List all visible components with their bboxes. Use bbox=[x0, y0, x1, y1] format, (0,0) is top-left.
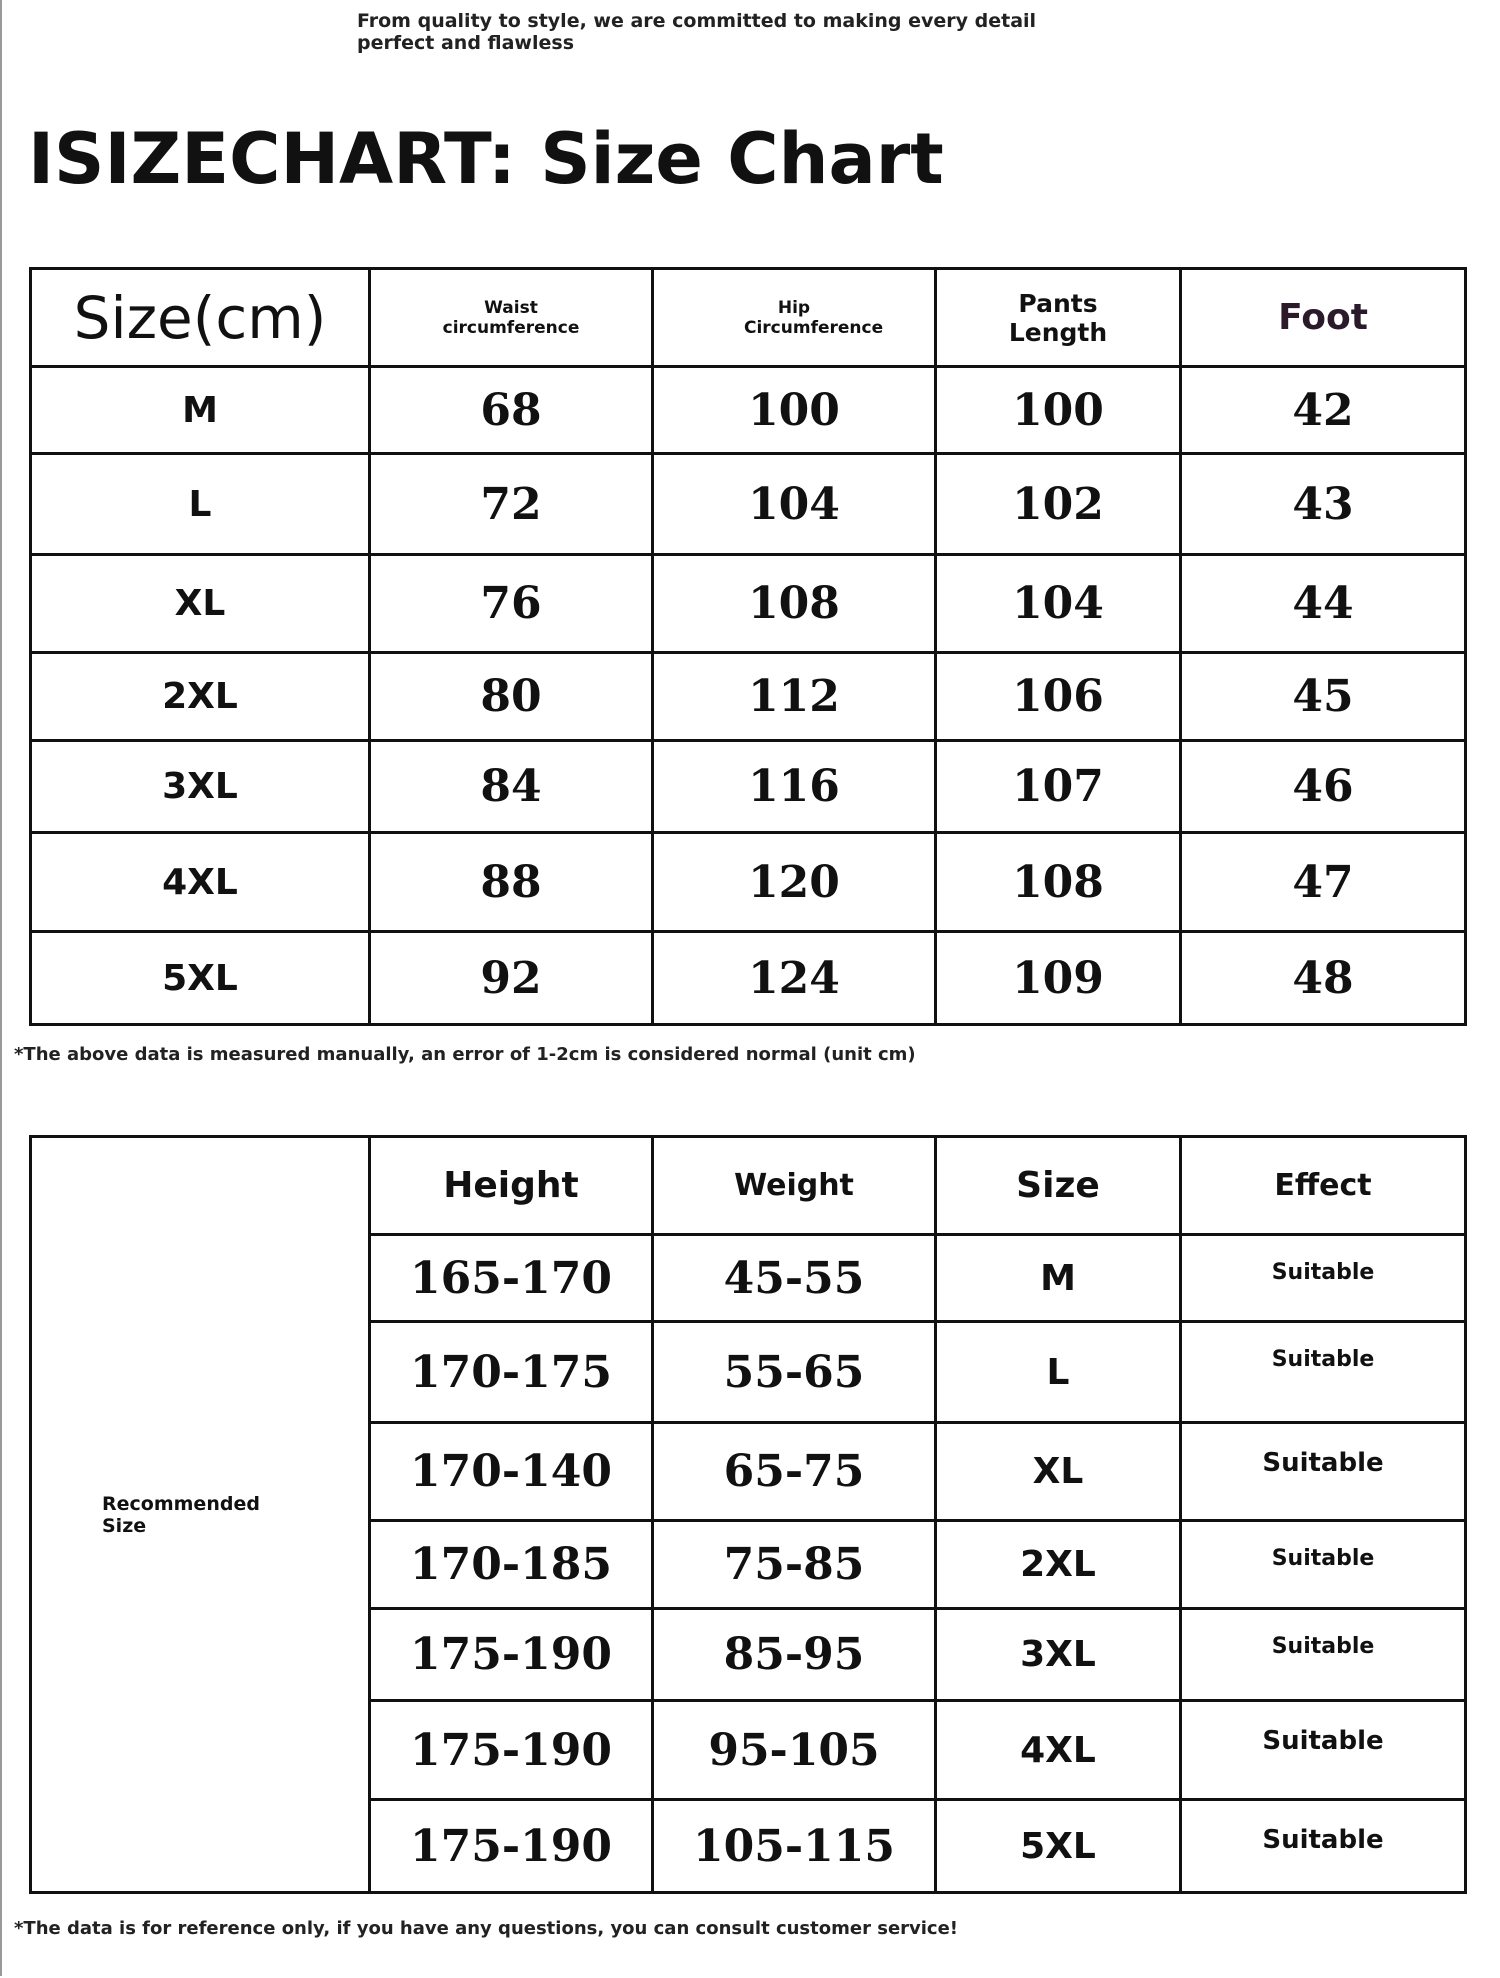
table-row bbox=[31, 653, 1466, 741]
weight-cell: 75-85 bbox=[653, 1521, 936, 1609]
recommended-size-table bbox=[29, 1135, 1467, 1894]
effect-cell: Suitable bbox=[1181, 1521, 1466, 1609]
effect-cell: Suitable bbox=[1181, 1322, 1466, 1423]
waist-cell: 80 bbox=[370, 653, 653, 741]
weight-cell: 45-55 bbox=[653, 1235, 936, 1322]
height-cell: 175-190 bbox=[370, 1800, 653, 1893]
size-cell: 5XL bbox=[31, 932, 370, 1025]
foot-cell: 48 bbox=[1181, 932, 1466, 1025]
height-cell: 170-140 bbox=[370, 1423, 653, 1521]
waist-cell: 72 bbox=[370, 454, 653, 555]
size-cell: 4XL bbox=[31, 833, 370, 932]
table-row bbox=[31, 454, 1466, 555]
size-cell: M bbox=[936, 1235, 1181, 1322]
tagline: From quality to style, we are committed to making every detail perfect and flawless bbox=[357, 10, 1037, 54]
foot-cell: 46 bbox=[1181, 741, 1466, 833]
weight-cell: 95-105 bbox=[653, 1701, 936, 1800]
effect-cell: Suitable bbox=[1181, 1235, 1466, 1322]
size-cell: L bbox=[936, 1322, 1181, 1423]
height-cell: 170-185 bbox=[370, 1521, 653, 1609]
hip-cell: 104 bbox=[653, 454, 936, 555]
pants-length-cell: 108 bbox=[936, 833, 1181, 932]
hip-cell: 124 bbox=[653, 932, 936, 1025]
height-cell: 170-175 bbox=[370, 1322, 653, 1423]
pants-length-cell: 106 bbox=[936, 653, 1181, 741]
header-size: Size(cm) bbox=[31, 269, 370, 367]
weight-cell: 65-75 bbox=[653, 1423, 936, 1521]
size-cell: 3XL bbox=[31, 741, 370, 833]
foot-cell: 42 bbox=[1181, 367, 1466, 454]
size-cell: 4XL bbox=[936, 1701, 1181, 1800]
table-row bbox=[31, 833, 1466, 932]
table-row bbox=[31, 741, 1466, 833]
size-cell: XL bbox=[31, 555, 370, 653]
foot-cell: 47 bbox=[1181, 833, 1466, 932]
header-weight: Weight bbox=[653, 1137, 936, 1235]
weight-cell: 55-65 bbox=[653, 1322, 936, 1423]
header-height: Height bbox=[370, 1137, 653, 1235]
waist-cell: 68 bbox=[370, 367, 653, 454]
size-cell: L bbox=[31, 454, 370, 555]
foot-cell: 43 bbox=[1181, 454, 1466, 555]
size-cell: 5XL bbox=[936, 1800, 1181, 1893]
recommended-size-label: Recommended Size bbox=[31, 1137, 370, 1893]
size-cell: 2XL bbox=[31, 653, 370, 741]
effect-cell: Suitable bbox=[1181, 1423, 1466, 1521]
foot-cell: 45 bbox=[1181, 653, 1466, 741]
weight-cell: 105-115 bbox=[653, 1800, 936, 1893]
size-cell: 2XL bbox=[936, 1521, 1181, 1609]
height-cell: 175-190 bbox=[370, 1609, 653, 1701]
header-size: Size bbox=[936, 1137, 1181, 1235]
hip-cell: 108 bbox=[653, 555, 936, 653]
size-table-header-row bbox=[31, 269, 1466, 367]
waist-cell: 88 bbox=[370, 833, 653, 932]
pants-length-cell: 109 bbox=[936, 932, 1181, 1025]
height-cell: 165-170 bbox=[370, 1235, 653, 1322]
recommend-table-header-row bbox=[31, 1137, 1466, 1235]
pants-length-cell: 102 bbox=[936, 454, 1181, 555]
height-cell: 175-190 bbox=[370, 1701, 653, 1800]
effect-cell: Suitable bbox=[1181, 1800, 1466, 1893]
hip-cell: 100 bbox=[653, 367, 936, 454]
table-row bbox=[31, 367, 1466, 454]
measurement-note: *The above data is measured manually, an error of 1-2cm is considered normal (unit cm) bbox=[14, 1044, 916, 1065]
effect-cell: Suitable bbox=[1181, 1609, 1466, 1701]
header-effect: Effect bbox=[1181, 1137, 1466, 1235]
waist-cell: 92 bbox=[370, 932, 653, 1025]
header-hip: Hip Circumference bbox=[653, 269, 936, 367]
table-row bbox=[31, 932, 1466, 1025]
reference-note: *The data is for reference only, if you have any questions, you can consult customer service! bbox=[14, 1918, 959, 1939]
size-cell: M bbox=[31, 367, 370, 454]
header-foot: Foot bbox=[1181, 269, 1466, 367]
header-waist: Waist circumference bbox=[370, 269, 653, 367]
size-cell: XL bbox=[936, 1423, 1181, 1521]
size-chart-table bbox=[29, 267, 1467, 1026]
hip-cell: 120 bbox=[653, 833, 936, 932]
page-title: ISIZECHART: Size Chart bbox=[28, 118, 944, 200]
hip-cell: 116 bbox=[653, 741, 936, 833]
foot-cell: 44 bbox=[1181, 555, 1466, 653]
size-cell: 3XL bbox=[936, 1609, 1181, 1701]
waist-cell: 84 bbox=[370, 741, 653, 833]
pants-length-cell: 100 bbox=[936, 367, 1181, 454]
header-pants-length: Pants Length bbox=[936, 269, 1181, 367]
hip-cell: 112 bbox=[653, 653, 936, 741]
waist-cell: 76 bbox=[370, 555, 653, 653]
pants-length-cell: 107 bbox=[936, 741, 1181, 833]
weight-cell: 85-95 bbox=[653, 1609, 936, 1701]
pants-length-cell: 104 bbox=[936, 555, 1181, 653]
table-row bbox=[31, 555, 1466, 653]
effect-cell: Suitable bbox=[1181, 1701, 1466, 1800]
